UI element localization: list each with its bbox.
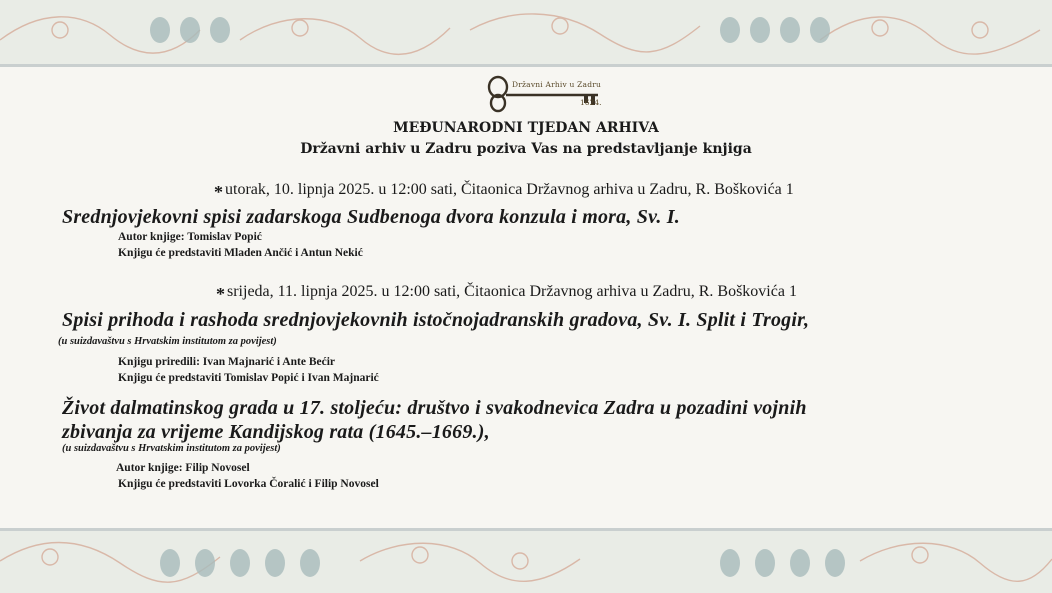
book-copublisher-note: (u suizdavaštvu s Hrvatskim institutom za povijest) [58, 336, 277, 347]
event-date-line: * srijeda, 11. lipnja 2025. u 12:00 sati, Čitaonica Državnog arhiva u Zadru, R. Boškovića 1 [216, 283, 797, 304]
book-presenters: Knjigu će predstaviti Lovorka Čoralić i Filip Novosel [118, 478, 379, 490]
book-author: Autor knjige: Filip Novosel [116, 462, 250, 474]
floral-ornament-top [0, 0, 1052, 64]
event-date-line: * utorak, 10. lipnja 2025. u 12:00 sati, Čitaonica Državnog arhiva u Zadru, R. Boškovića 1 [214, 181, 794, 202]
book-presenters: Knjigu će predstaviti Mladen Ančić i Antun Nekić [118, 247, 363, 259]
book-title-line2: zbivanja za vrijeme Kandijskog rata (1645.–1669.), [62, 421, 490, 443]
star-icon: * [214, 182, 223, 202]
floral-ornament-bottom [0, 531, 1052, 593]
book-title-line1: Život dalmatinskog grada u 17. stoljeću: društvo i svakodnevica Zadra u pozadini vojnih [62, 397, 807, 419]
star-icon: * [216, 284, 225, 304]
book-editors: Knjigu priredili: Ivan Majnarić i Ante Bećir [118, 356, 335, 368]
logo-name: Državni Arhiv u Zadru [512, 80, 602, 89]
decorative-top-border [0, 0, 1052, 67]
book-title: Spisi prihoda i rashoda srednjovjekovnih istočnojadranskih gradova, Sv. I. Split i Trogir, [62, 309, 810, 331]
book-presenters: Knjigu će predstaviti Tomislav Popić i Ivan Majnarić [118, 372, 379, 384]
page-title: MEĐUNARODNI TJEDAN ARHIVA [393, 120, 659, 136]
book-copublisher-note: (u suizdavaštvu s Hrvatskim institutom za povijest) [62, 443, 281, 454]
decorative-bottom-border [0, 528, 1052, 593]
page-subtitle: Državni arhiv u Zadru poziva Vas na predstavljanje knjiga [300, 141, 752, 157]
book-title: Srednjovjekovni spisi zadarskoga Sudbenoga dvora konzula i mora, Sv. I. [62, 206, 680, 228]
logo-year: 1624. [580, 98, 602, 107]
book-author: Autor knjige: Tomislav Popić [118, 231, 262, 243]
